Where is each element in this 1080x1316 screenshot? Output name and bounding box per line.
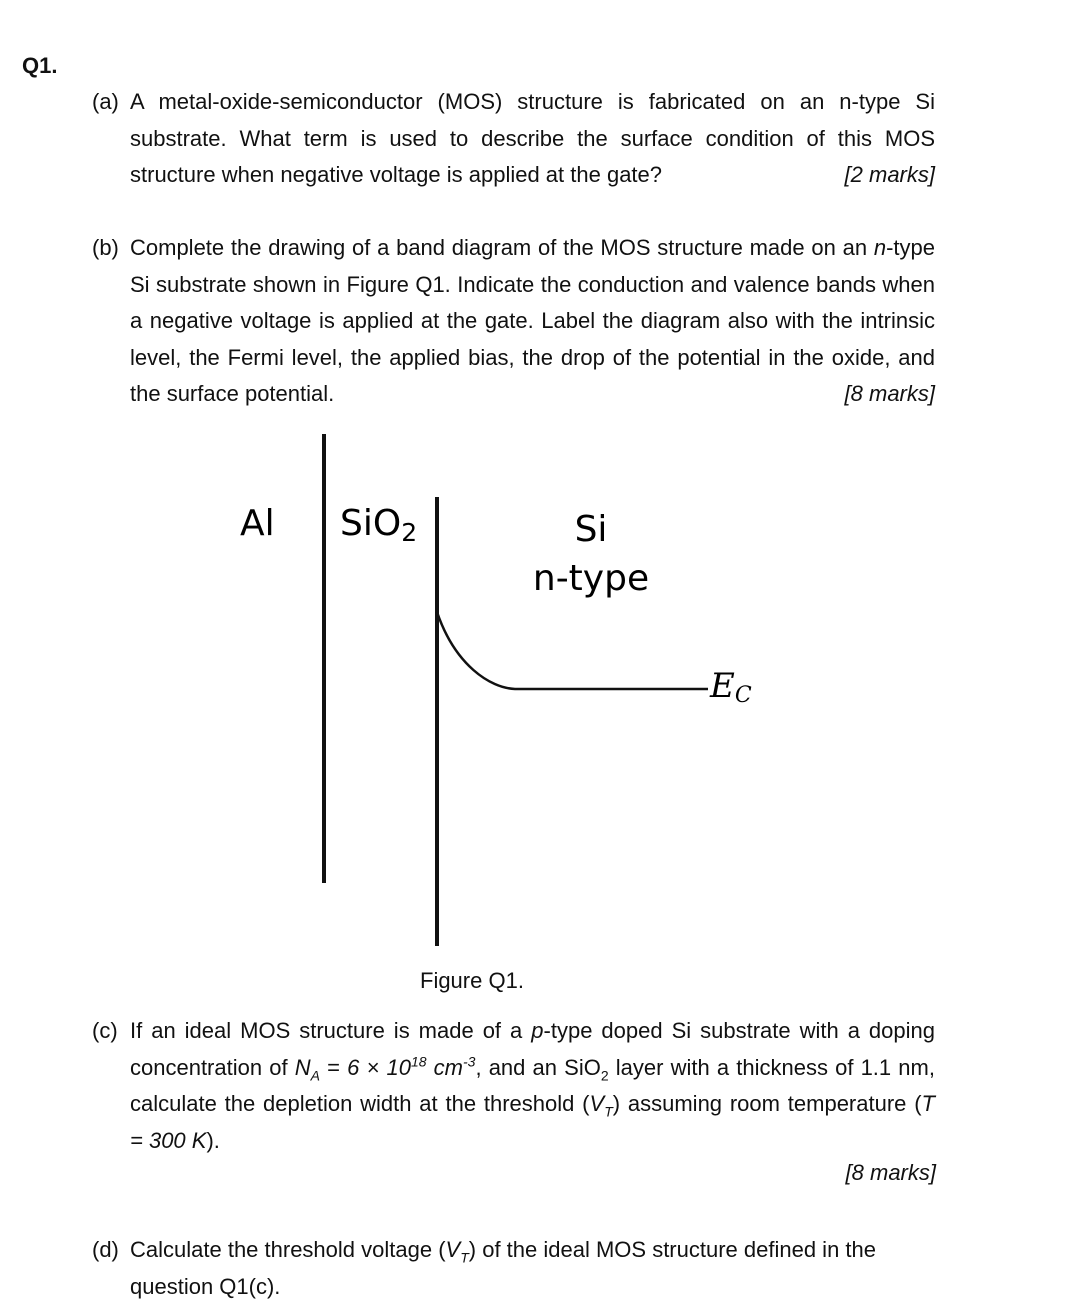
part-c-body [130, 1013, 935, 1159]
part-c-text-1: If an ideal MOS structure is made of a [130, 1018, 532, 1043]
part-a-label: (a) [92, 89, 119, 114]
doping-value: $6 \times 10^{18}$ $cm^{-3}$ [347, 1053, 476, 1080]
vt-symbol: $V_T$ [589, 1091, 613, 1120]
sio2-subscript: 2 [600, 1066, 609, 1083]
part-c [92, 1013, 935, 1159]
part-b-n-italic: n [873, 235, 887, 260]
part-a [92, 84, 935, 194]
part-c-text-6: ). [206, 1127, 220, 1153]
part-d-text-2: ) of the ideal MOS structure defined in the question Q1(c). [130, 1237, 876, 1299]
label-ec: EC [710, 666, 752, 708]
part-a-text: A metal-oxide-semiconductor (MOS) structure is fabricated on an n-type Si substrate. What term is used to describe the surface condition of this MOS structure when negative voltage is applied at the gate? [130, 89, 935, 187]
part-c-marks: [8 marks] [845, 1160, 936, 1185]
part-c-text-5: ) assuming room temperature ( [612, 1091, 922, 1116]
part-a-marks: [2 marks] [844, 162, 935, 187]
part-b-text-2: -type Si substrate shown in Figure Q1. Indicate the conduction and valence bands when a negative voltage is applied at the gate. Label the diagram also with the intrinsic level, the Fermi level, the applied bias, the drop of the potential in the oxide, and the surface potential. [130, 235, 935, 406]
part-d [92, 1232, 935, 1305]
question-number: Q1. [22, 53, 58, 78]
vt-symbol-d: $V_T$ [445, 1237, 469, 1266]
label-n-type: n-type [532, 558, 650, 599]
part-d-body [130, 1232, 935, 1305]
part-b-body [130, 230, 935, 413]
part-d-label: (d) [92, 1237, 119, 1262]
part-c-p-italic: p [531, 1018, 544, 1043]
temperature-value: T = 300 K [130, 1091, 935, 1153]
part-b-text-1: Complete the drawing of a band diagram of the MOS structure made on an [130, 235, 874, 260]
label-al: Al [240, 503, 275, 544]
part-d-text-1: Calculate the threshold voltage ( [130, 1237, 446, 1262]
label-sio2: SiO2 [340, 503, 418, 547]
part-c-text-3: , and an SiO [475, 1054, 601, 1080]
part-c-label: (c) [92, 1018, 118, 1043]
part-a-body [130, 84, 935, 194]
part-b-marks: [8 marks] [844, 381, 935, 406]
part-c-text-4: layer with a thickness of 1.1 nm, calculate the depletion width at the threshold ( [130, 1054, 935, 1116]
part-b [92, 230, 935, 413]
conduction-band-edge [437, 612, 708, 689]
doping-symbol: $N_A$ [294, 1054, 320, 1083]
part-b-label: (b) [92, 235, 119, 260]
label-si: Si [574, 509, 608, 550]
equals-sign: = [319, 1054, 348, 1080]
figure-caption: Figure Q1. [420, 968, 524, 993]
part-c-text-2: -type doped Si substrate with a doping concentration of [130, 1018, 935, 1080]
